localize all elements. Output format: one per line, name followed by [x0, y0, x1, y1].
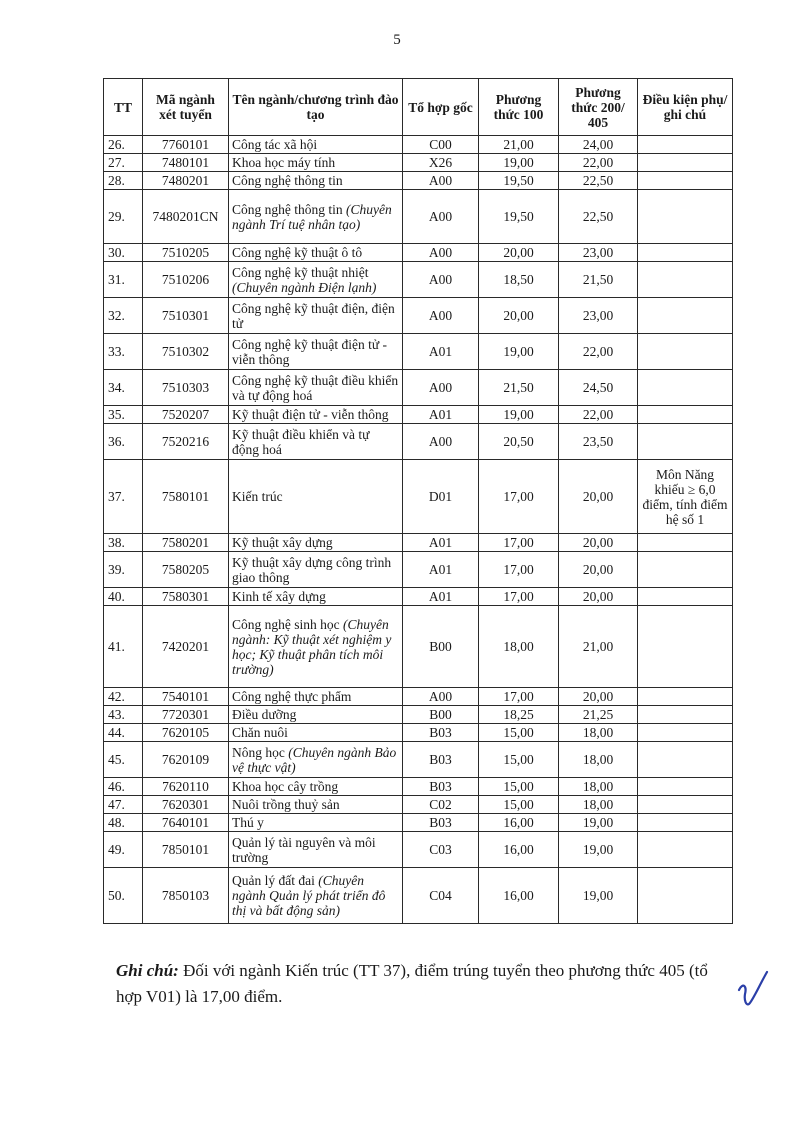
major-name: Nuôi trồng thuỷ sản: [232, 797, 340, 812]
major-name: Thú y: [232, 815, 264, 830]
row-number: 26.: [104, 136, 143, 154]
row-number: 34.: [104, 370, 143, 406]
major-name-cell: [229, 460, 403, 534]
subject-combination: B03: [403, 742, 479, 778]
score-method-200-405: 21,00: [559, 606, 638, 688]
table-row: [104, 724, 733, 742]
major-name: Kỹ thuật xây dựng: [232, 535, 333, 550]
major-name-cell: [229, 868, 403, 924]
note-cell: [638, 688, 733, 706]
table-row: [104, 406, 733, 424]
major-code: 7510301: [143, 298, 229, 334]
major-name-cell: [229, 606, 403, 688]
major-name: Công nghệ kỹ thuật điện tử - viễn thông: [232, 336, 388, 367]
page-number: 5: [393, 32, 401, 48]
row-number: 50.: [104, 868, 143, 924]
score-method-100: 15,00: [479, 778, 559, 796]
table-row: [104, 136, 733, 154]
major-code: 7420201: [143, 606, 229, 688]
table-row: [104, 190, 733, 244]
table-row: [104, 262, 733, 298]
note-cell: [638, 534, 733, 552]
table-row: [104, 796, 733, 814]
major-name: Công nghệ kỹ thuật điện, điện tử: [232, 300, 395, 331]
note-cell: [638, 606, 733, 688]
note-cell: [638, 778, 733, 796]
score-method-200-405: 22,00: [559, 334, 638, 370]
header-name: Tên ngành/chương trình đào tạo: [229, 79, 403, 136]
score-method-100: 17,00: [479, 588, 559, 606]
subject-combination: A00: [403, 688, 479, 706]
table-row: [104, 832, 733, 868]
note-cell: [638, 814, 733, 832]
score-method-200-405: 22,00: [559, 406, 638, 424]
major-name-cell: [229, 814, 403, 832]
subject-combination: A01: [403, 552, 479, 588]
row-number: 44.: [104, 724, 143, 742]
major-name-cell: [229, 424, 403, 460]
major-name: Công nghệ thực phẩm: [232, 689, 352, 704]
score-method-100: 18,50: [479, 262, 559, 298]
major-name: Kiến trúc: [232, 489, 283, 504]
score-method-200-405: 24,50: [559, 370, 638, 406]
score-method-100: 21,50: [479, 370, 559, 406]
major-name-cell: [229, 406, 403, 424]
major-code: 7580301: [143, 588, 229, 606]
table-row: [104, 298, 733, 334]
score-method-100: 16,00: [479, 832, 559, 868]
score-method-200-405: 18,00: [559, 724, 638, 742]
major-name: Công nghệ kỹ thuật ô tô: [232, 245, 363, 260]
major-name-cell: [229, 136, 403, 154]
signature-mark: [735, 968, 769, 1008]
major-code: 7620301: [143, 796, 229, 814]
note-cell: [638, 190, 733, 244]
score-method-100: 16,00: [479, 814, 559, 832]
row-number: 48.: [104, 814, 143, 832]
row-number: 33.: [104, 334, 143, 370]
row-number: 40.: [104, 588, 143, 606]
score-method-100: 15,00: [479, 724, 559, 742]
major-name: Khoa học máy tính: [232, 155, 336, 170]
major-name: Quản lý tài nguyên và môi trường: [232, 834, 376, 865]
footnote: [116, 958, 736, 1010]
score-method-100: 20,00: [479, 298, 559, 334]
table-row: [104, 706, 733, 724]
major-name-cell: [229, 552, 403, 588]
table-row: [104, 154, 733, 172]
major-name-cell: [229, 832, 403, 868]
major-code: 7520207: [143, 406, 229, 424]
score-method-100: 17,00: [479, 688, 559, 706]
score-method-200-405: 22,50: [559, 190, 638, 244]
score-method-100: 17,00: [479, 534, 559, 552]
table-row: [104, 778, 733, 796]
major-code: 7760101: [143, 136, 229, 154]
row-number: 35.: [104, 406, 143, 424]
score-method-100: 19,00: [479, 334, 559, 370]
major-name-cell: [229, 244, 403, 262]
major-name: Nông học: [232, 744, 285, 760]
major-name: Công nghệ sinh học: [232, 616, 340, 632]
table-row: [104, 460, 733, 534]
subject-combination: A00: [403, 424, 479, 460]
note-cell: [638, 588, 733, 606]
header-code: Mã ngành xét tuyển: [143, 79, 229, 136]
major-code: 7480201: [143, 172, 229, 190]
score-method-200-405: 18,00: [559, 742, 638, 778]
note-cell: [638, 334, 733, 370]
major-name-cell: [229, 370, 403, 406]
table-row: [104, 244, 733, 262]
major-code: 7720301: [143, 706, 229, 724]
score-method-100: 18,25: [479, 706, 559, 724]
table-row: [104, 334, 733, 370]
major-specialization: (Chuyên ngành: Kỹ thuật xét nghiệm y học; Kỹ thuật phân tích môi trường): [232, 616, 392, 677]
major-code: 7580205: [143, 552, 229, 588]
score-method-200-405: 22,00: [559, 154, 638, 172]
score-method-100: 15,00: [479, 796, 559, 814]
header-method-200-405: Phương thức 200/ 405: [559, 79, 638, 136]
major-name: Kinh tế xây dựng: [232, 589, 326, 604]
major-code: 7480101: [143, 154, 229, 172]
subject-combination: A01: [403, 534, 479, 552]
note-cell: [638, 832, 733, 868]
score-method-200-405: 19,00: [559, 868, 638, 924]
table-row: [104, 588, 733, 606]
note-cell: [638, 868, 733, 924]
major-name: Quản lý đất đai: [232, 873, 315, 888]
score-method-200-405: 19,00: [559, 814, 638, 832]
table-row: [104, 742, 733, 778]
major-name-cell: [229, 588, 403, 606]
major-code: 7540101: [143, 688, 229, 706]
subject-combination: A00: [403, 172, 479, 190]
subject-combination: D01: [403, 460, 479, 534]
major-name-cell: [229, 172, 403, 190]
subject-combination: B03: [403, 778, 479, 796]
score-method-100: 16,00: [479, 868, 559, 924]
major-name: Khoa học cây trồng: [232, 779, 339, 794]
score-method-200-405: 20,00: [559, 588, 638, 606]
major-code: 7850101: [143, 832, 229, 868]
note-cell: [638, 406, 733, 424]
major-name: Kỹ thuật điện tử - viễn thông: [232, 407, 389, 422]
score-method-100: 18,00: [479, 606, 559, 688]
major-name-cell: [229, 724, 403, 742]
major-name-cell: [229, 742, 403, 778]
note-cell: [638, 552, 733, 588]
score-method-100: 19,50: [479, 190, 559, 244]
note-cell: [638, 370, 733, 406]
score-method-200-405: 21,50: [559, 262, 638, 298]
row-number: 39.: [104, 552, 143, 588]
major-code: 7580201: [143, 534, 229, 552]
subject-combination: C02: [403, 796, 479, 814]
score-method-200-405: 20,00: [559, 552, 638, 588]
major-code: 7620105: [143, 724, 229, 742]
subject-combination: X26: [403, 154, 479, 172]
major-code: 7520216: [143, 424, 229, 460]
major-name-cell: [229, 262, 403, 298]
major-name: Công nghệ kỹ thuật nhiệt: [232, 264, 369, 280]
subject-combination: B03: [403, 814, 479, 832]
subject-combination: C03: [403, 832, 479, 868]
score-method-100: 20,50: [479, 424, 559, 460]
subject-combination: A00: [403, 262, 479, 298]
note-cell: [638, 262, 733, 298]
subject-combination: C04: [403, 868, 479, 924]
major-name: Chăn nuôi: [232, 725, 288, 740]
header-tt: TT: [104, 79, 143, 136]
header-method-100: Phương thức 100: [479, 79, 559, 136]
note-cell: [638, 298, 733, 334]
row-number: 42.: [104, 688, 143, 706]
score-method-100: 17,00: [479, 460, 559, 534]
score-method-200-405: 20,00: [559, 688, 638, 706]
row-number: 30.: [104, 244, 143, 262]
score-method-200-405: 20,00: [559, 460, 638, 534]
score-method-100: 19,00: [479, 406, 559, 424]
table-row: [104, 606, 733, 688]
major-code: 7510206: [143, 262, 229, 298]
major-specialization: (Chuyên ngành Trí tuệ nhân tạo): [232, 201, 392, 232]
table-row: [104, 688, 733, 706]
subject-combination: A01: [403, 588, 479, 606]
table-header-row: [104, 79, 733, 136]
score-method-100: 15,00: [479, 742, 559, 778]
note-cell: [638, 706, 733, 724]
header-note: Điều kiện phụ/ ghi chú: [638, 79, 733, 136]
note-cell: [638, 136, 733, 154]
subject-combination: A01: [403, 334, 479, 370]
score-method-100: 17,00: [479, 552, 559, 588]
note-cell: [638, 172, 733, 190]
subject-combination: A00: [403, 298, 479, 334]
score-method-100: 19,00: [479, 154, 559, 172]
score-method-200-405: 20,00: [559, 534, 638, 552]
score-method-200-405: 19,00: [559, 832, 638, 868]
subject-combination: A00: [403, 190, 479, 244]
major-code: 7850103: [143, 868, 229, 924]
score-method-200-405: 22,50: [559, 172, 638, 190]
major-name-cell: [229, 190, 403, 244]
note-cell: [638, 424, 733, 460]
score-method-100: 21,00: [479, 136, 559, 154]
major-code: 7510303: [143, 370, 229, 406]
major-code: 7510302: [143, 334, 229, 370]
major-code: 7480201CN: [143, 190, 229, 244]
subject-combination: A00: [403, 244, 479, 262]
admission-scores-table: [103, 78, 733, 924]
major-name: Điều dưỡng: [232, 707, 297, 722]
major-code: 7510205: [143, 244, 229, 262]
major-code: 7640101: [143, 814, 229, 832]
major-name: Công nghệ kỹ thuật điều khiển và tự động hoá: [232, 372, 399, 403]
major-name: Kỹ thuật điều khiển và tự động hoá: [232, 426, 370, 457]
note-cell: [638, 796, 733, 814]
footnote-text: Đối với ngành Kiến trúc (TT 37), điểm trúng tuyển theo phương thức 405 (tổ hợp V01) là 17,00 điểm.: [116, 961, 708, 1006]
major-name: Công tác xã hội: [232, 137, 318, 152]
table-row: [104, 868, 733, 924]
row-number: 45.: [104, 742, 143, 778]
row-number: 31.: [104, 262, 143, 298]
major-name-cell: [229, 334, 403, 370]
major-name-cell: [229, 796, 403, 814]
row-number: 46.: [104, 778, 143, 796]
note-cell: [638, 742, 733, 778]
row-number: 28.: [104, 172, 143, 190]
major-code: 7620109: [143, 742, 229, 778]
major-name-cell: [229, 706, 403, 724]
row-number: 38.: [104, 534, 143, 552]
note-cell: [638, 244, 733, 262]
table-row: [104, 424, 733, 460]
subject-combination: A00: [403, 370, 479, 406]
note-cell: [638, 154, 733, 172]
score-method-200-405: 18,00: [559, 796, 638, 814]
table-row: [104, 172, 733, 190]
major-code: 7580101: [143, 460, 229, 534]
subject-combination: B00: [403, 606, 479, 688]
major-name-cell: [229, 154, 403, 172]
note-cell: [638, 724, 733, 742]
row-number: 36.: [104, 424, 143, 460]
major-name-cell: [229, 778, 403, 796]
row-number: 43.: [104, 706, 143, 724]
header-combo: Tổ hợp gốc: [403, 79, 479, 136]
major-specialization: (Chuyên ngành Điện lạnh): [232, 279, 377, 295]
score-method-200-405: 23,50: [559, 424, 638, 460]
subject-combination: A01: [403, 406, 479, 424]
score-method-200-405: 23,00: [559, 298, 638, 334]
major-name: Công nghệ thông tin: [232, 173, 343, 188]
score-method-100: 20,00: [479, 244, 559, 262]
note-cell: Môn Năng khiếu ≥ 6,0 điểm, tính điểm hệ số 1: [638, 460, 733, 534]
score-method-200-405: 21,25: [559, 706, 638, 724]
table-body: [104, 136, 733, 924]
major-name: Kỹ thuật xây dựng công trình giao thông: [232, 554, 392, 585]
major-specialization: (Chuyên ngành Quản lý phát triển đô thị và bất động sản): [232, 873, 386, 918]
row-number: 27.: [104, 154, 143, 172]
major-name-cell: [229, 688, 403, 706]
row-number: 29.: [104, 190, 143, 244]
major-name: Công nghệ thông tin: [232, 201, 343, 217]
row-number: 49.: [104, 832, 143, 868]
subject-combination: B00: [403, 706, 479, 724]
major-name-cell: [229, 534, 403, 552]
major-specialization: (Chuyên ngành Bảo vệ thực vật): [232, 744, 397, 775]
row-number: 41.: [104, 606, 143, 688]
table-row: [104, 814, 733, 832]
row-number: 32.: [104, 298, 143, 334]
subject-combination: C00: [403, 136, 479, 154]
table-row: [104, 552, 733, 588]
score-method-200-405: 24,00: [559, 136, 638, 154]
table-row: [104, 534, 733, 552]
row-number: 47.: [104, 796, 143, 814]
subject-combination: B03: [403, 724, 479, 742]
major-name-cell: [229, 298, 403, 334]
footnote-label: Ghi chú:: [116, 961, 179, 980]
score-method-200-405: 23,00: [559, 244, 638, 262]
row-number: 37.: [104, 460, 143, 534]
score-method-100: 19,50: [479, 172, 559, 190]
score-method-200-405: 18,00: [559, 778, 638, 796]
table-row: [104, 370, 733, 406]
major-code: 7620110: [143, 778, 229, 796]
